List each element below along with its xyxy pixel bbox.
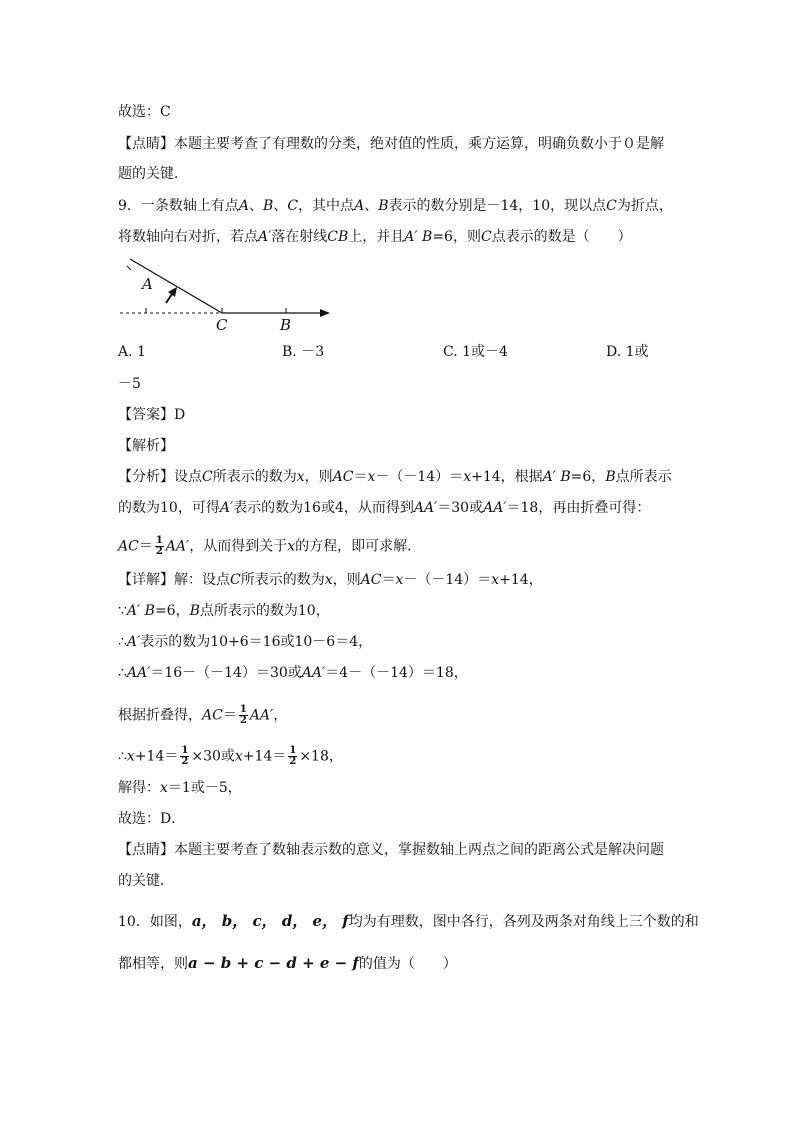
label-B: B [280, 316, 292, 334]
q9-stem-line1: 9．一条数轴上有点A、B、C，其中点A、B表示的数分别是－14，10，现以点C为折点， [118, 198, 673, 214]
q9-step-8: 故选：D． [118, 811, 186, 827]
fraction-half: $\frac{1}{2}$ [239, 704, 247, 726]
q9-comment-line2: 的关键． [118, 873, 174, 889]
q8-answer: 故选：C [118, 104, 171, 120]
q9-step-5: 根据折叠得，AC＝ $\frac{1}{2}$ AA′， [118, 704, 288, 726]
q9-step-7: 解得：x＝1或－5， [118, 780, 242, 796]
q9-analysis-title: 【解析】 [118, 438, 174, 454]
q10-expression: a − b + c − d + e − f [188, 954, 359, 972]
number-line-figure [118, 255, 338, 335]
q8-comment-line2: 题的关键． [118, 166, 188, 182]
q9-fenxi-line2: 的数为10，可得A′表示的数为16或4，从而得到AA′＝30或AA′＝18，再由折叠可得： [118, 500, 651, 516]
q9-detail-line1: 【详解】解：设点C所表示的数为x，则AC＝x－（－14）＝x+14， [118, 572, 543, 588]
q9-step-3: ∴A′表示的数为10+6＝16或10－6＝4， [118, 634, 373, 650]
option-a: A. 1 [118, 344, 146, 360]
axis-arrow-icon [320, 309, 330, 317]
q9-step-4: ∴AA′＝16－（－14）＝30或AA′＝4－（－14）＝18， [118, 665, 468, 681]
label-C: C [216, 316, 228, 334]
q8-comment-line1: 【点睛】本题主要考查了有理数的分类，绝对值的性质，乘方运算，明确负数小于０是解 [118, 136, 664, 152]
fold-arrow-icon [168, 287, 177, 297]
fraction-half: $\frac{1}{2}$ [289, 745, 297, 767]
option-d: D. 1或 [606, 344, 649, 360]
q9-fenxi-line1: 【分析】设点C所表示的数为x，则AC＝x－（－14）＝x+14，根据A′ B=6，B点所表示 [118, 469, 672, 485]
q10-stem-line1: 10．如图，a， b， c， d， e， f均为有理数，图中各行，各列及两条对角线上三个数的和 [118, 912, 699, 930]
fraction-half: $\frac{1}{2}$ [155, 535, 163, 557]
q10-variables: a， b， c， d， e， f [191, 912, 349, 930]
fraction-half: $\frac{1}{2}$ [181, 745, 189, 767]
label-A: A [142, 275, 153, 293]
q10-stem-line2: 都相等，则a − b + c − d + e − f的值为（ ） [118, 954, 457, 972]
option-d-continued: －5 [118, 376, 141, 392]
q9-comment-line1: 【点睛】本题主要考查了数轴表示数的意义，掌握数轴上两点之间的距离公式是解决问题 [118, 842, 664, 858]
option-c: C. 1或－4 [443, 344, 508, 360]
option-b: B. －3 [282, 344, 325, 360]
q9-answer: 【答案】D [118, 407, 186, 423]
q9-step-6: ∴x+14＝ $\frac{1}{2}$ ×30或x+14＝ $\frac{1}{2}$ ×18， [118, 745, 343, 767]
q9-step-2: ∵A′ B=6，B点所表示的数为10， [118, 603, 330, 619]
tick-on-ray [127, 266, 131, 270]
q9-fenxi-line3: AC＝ $\frac{1}{2}$ AA′，从而得到关于x的方程，即可求解． [118, 535, 422, 557]
q9-stem-line2: 将数轴向右对折，若点A′落在射线CB上，并且A′ B=6，则C点表示的数是（ ） [118, 229, 632, 245]
